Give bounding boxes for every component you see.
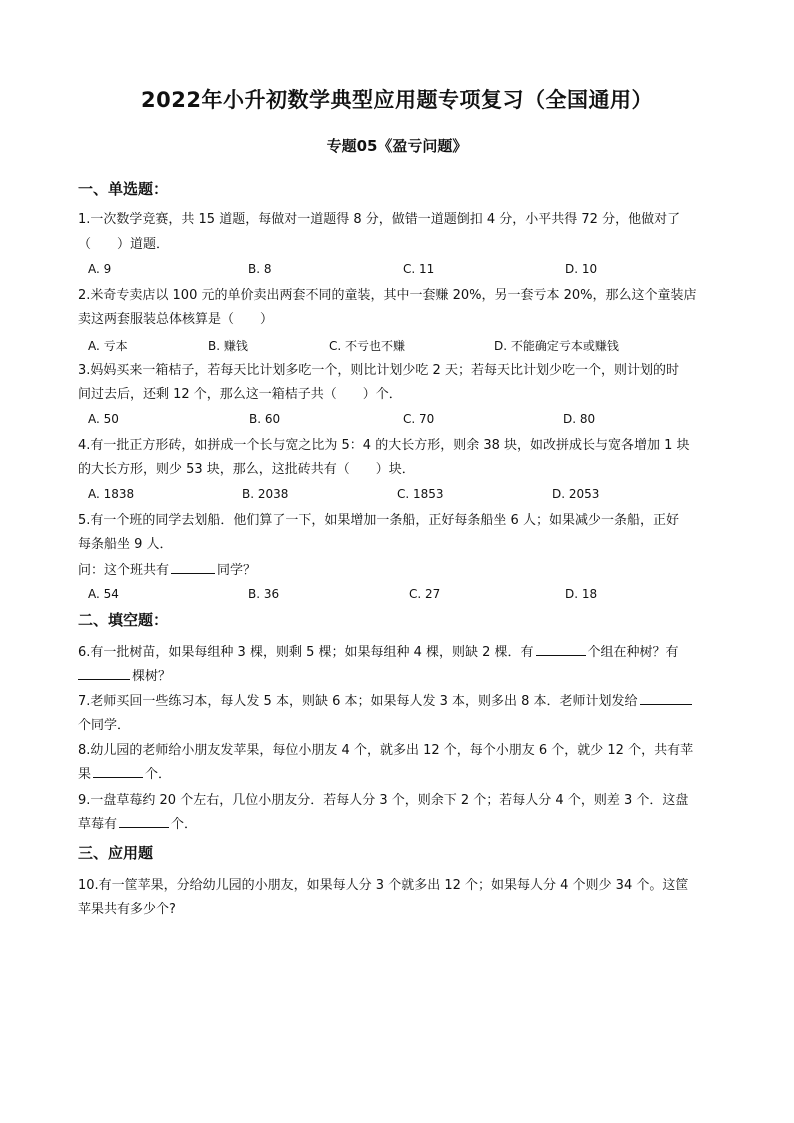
page-title: 2022年小升初数学典型应用题专项复习（全国通用） — [141, 88, 653, 112]
question-7-text — [78, 692, 728, 712]
option-c: C. 70 — [403, 412, 435, 426]
answer-blank[interactable] — [78, 667, 130, 680]
section-heading-single-choice: 一、单选题： — [78, 180, 169, 198]
question-5-text-cont: 每条船坐 9 人． — [78, 537, 173, 552]
question-10-text-cont: 苹果共有多少个? — [78, 902, 176, 917]
answer-blank[interactable] — [536, 643, 586, 656]
question-7-text-cont: 个同学． — [78, 718, 131, 733]
question-5-prompt-start: 问：这个班共有 — [78, 563, 170, 578]
question-6-text — [78, 643, 728, 663]
option-b: B. 赚钱 — [208, 339, 248, 353]
option-a: A. 亏本 — [88, 339, 128, 353]
option-b: B. 36 — [248, 587, 280, 601]
option-c: C. 1853 — [397, 487, 444, 501]
option-c: C. 不亏也不赚 — [329, 339, 406, 353]
question-3-text: 3.妈妈买来一箱桔子，若每天比计划多吃一个，则比计划少吃 2 天；若每天比计划少吃一个，则计划的时 — [78, 363, 679, 378]
section-heading-fill-blank: 二、填空题： — [78, 611, 169, 629]
question-1-text: 1.一次数学竞赛，共 15 道题，每做对一道题得 8 分，做错一道题倒扣 4 分，小平共得 72 分，他做对了 — [78, 212, 681, 227]
option-a: A. 50 — [88, 412, 119, 426]
question-4-text-cont: 的大长方形，则少 53 块，那么，这批砖共有（ ）块． — [78, 462, 415, 477]
question-8-text-end: 个． — [145, 767, 172, 782]
question-5-text: 5.有一个班的同学去划船．他们算了一下，如果增加一条船，正好每条船坐 6 人；如果减少一条船，正好 — [78, 513, 679, 528]
question-2-options — [88, 337, 728, 357]
question-4-text: 4.有一批正方形砖，如拼成一个长与宽之比为 5：4 的大长方形，则余 38 块，如改拼成长与宽各增加 1 块 — [78, 438, 690, 453]
option-a: A. 9 — [88, 262, 112, 276]
question-2-text: 2.米奇专卖店以 100 元的单价卖出两套不同的童装，其中一套赚 20%，另一套亏本 20%，那么这个童装店 — [78, 288, 697, 303]
option-d: D. 18 — [565, 587, 598, 601]
answer-blank[interactable] — [171, 561, 215, 574]
question-5-prompt-end: 同学？ — [217, 563, 257, 578]
question-7-text-start: 7.老师买回一些练习本，每人发 5 本，则缺 6 本；如果每人发 3 本，则多出 8 本．老师计划发给 — [78, 694, 638, 709]
question-6-text-mid: 个组在种树？有 — [587, 645, 679, 660]
question-10-text: 10.有一筐苹果，分给幼儿园的小朋友，如果每人分 3 个就多出 12 个；如果每人分 4 个则少 34 个。这筐 — [78, 878, 689, 893]
option-a: A. 1838 — [88, 487, 135, 501]
option-b: B. 60 — [249, 412, 281, 426]
question-9-text-cont — [78, 815, 728, 835]
question-6-text-end: 棵树？ — [132, 669, 172, 684]
option-c: C. 11 — [403, 262, 435, 276]
question-3-options — [88, 412, 728, 432]
question-5-options — [88, 587, 728, 607]
question-8-text-start: 果 — [78, 767, 92, 782]
answer-blank[interactable] — [119, 815, 169, 828]
answer-blank[interactable] — [93, 765, 143, 778]
question-2-text-cont: 卖这两套服装总体核算是（ ） — [78, 312, 274, 327]
question-9-text: 9.一盘草莓约 20 个左右，几位小朋友分．若每人分 3 个，则余下 2 个；若每人分 4 个，则差 3 个．这盘 — [78, 793, 689, 808]
question-3-text-cont: 间过去后，还剩 12 个，那么这一箱桔子共（ ）个． — [78, 387, 402, 402]
question-1-options — [88, 262, 728, 282]
option-c: C. 27 — [409, 587, 441, 601]
option-d: D. 10 — [565, 262, 598, 276]
question-5-prompt — [78, 561, 728, 581]
question-9-text-start: 草莓有 — [78, 817, 118, 832]
answer-blank[interactable] — [640, 692, 692, 705]
question-6-text-start: 6.有一批树苗，如果每组种 3 棵，则剩 5 棵；如果每组种 4 棵，则缺 2 棵．有 — [78, 645, 534, 660]
question-8-text: 8.幼儿园的老师给小朋友发苹果，每位小朋友 4 个，就多出 12 个，每个小朋友 6 个，就少 12 个，共有苹 — [78, 743, 694, 758]
option-b: B. 2038 — [242, 487, 289, 501]
option-a: A. 54 — [88, 587, 119, 601]
question-1-text-cont: （ ）道题． — [78, 237, 170, 252]
section-heading-application: 三、应用题 — [78, 844, 154, 862]
question-9-text-end: 个． — [171, 817, 198, 832]
page-subtitle: 专题05《盈亏问题》 — [326, 137, 468, 155]
question-6-text-cont — [78, 667, 728, 687]
option-d: D. 2053 — [552, 487, 600, 501]
option-d: D. 不能确定亏本或赚钱 — [494, 339, 619, 353]
question-4-options — [88, 487, 728, 507]
option-b: B. 8 — [248, 262, 272, 276]
option-d: D. 80 — [563, 412, 596, 426]
question-8-text-cont — [78, 765, 728, 785]
